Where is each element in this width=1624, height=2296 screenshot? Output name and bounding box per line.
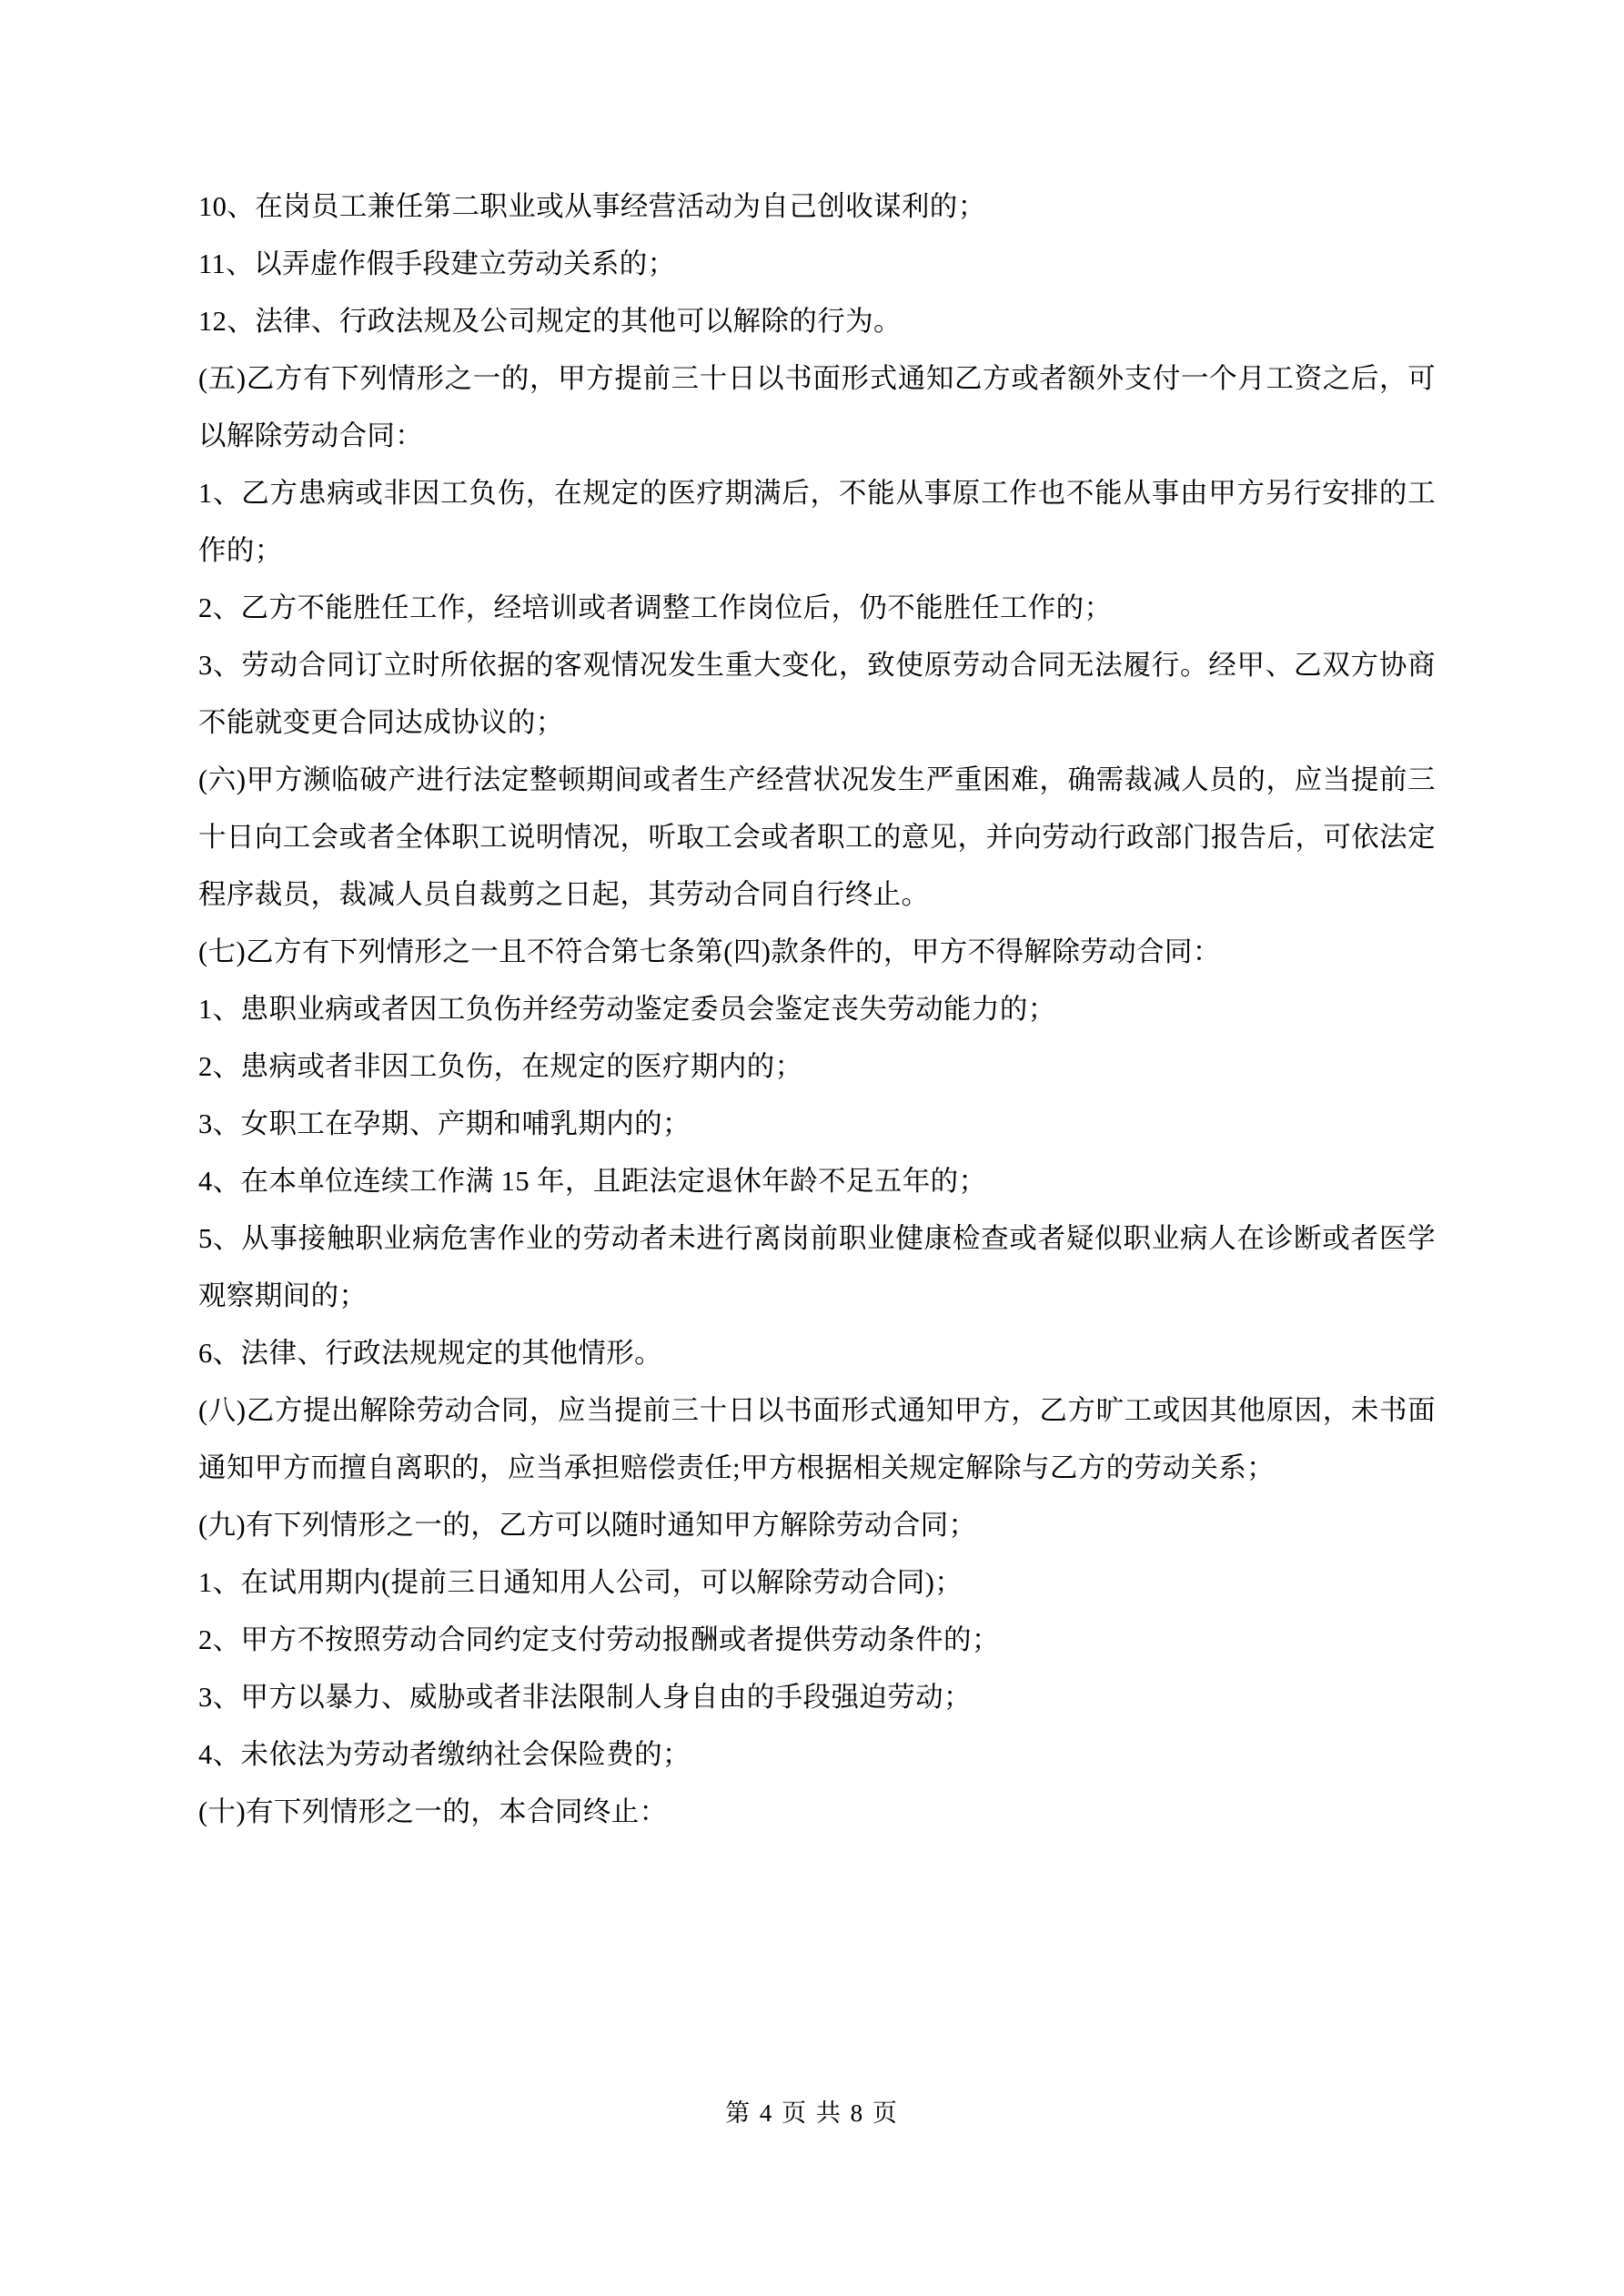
paragraph: 3、女职工在孕期、产期和哺乳期内的； xyxy=(198,1108,691,1139)
paragraph: 12、法律、行政法规及公司规定的其他可以解除的行为。 xyxy=(198,306,902,337)
paragraph: 10、在岗员工兼任第二职业或从事经营活动为自己创收谋利的； xyxy=(198,191,986,222)
paragraph: 1、乙方患病或非因工负伤，在规定的医疗期满后，不能从事原工作也不能从事由甲方另行安排的工作的； xyxy=(198,478,1436,566)
paragraph: 4、未依法为劳动者缴纳社会保险费的； xyxy=(198,1739,691,1770)
paragraph: 6、法律、行政法规规定的其他情形。 xyxy=(198,1338,663,1369)
paragraph: (九)有下列情形之一的，乙方可以随时通知甲方解除劳动合同； xyxy=(198,1510,977,1541)
paragraph: 1、在试用期内(提前三日通知用人公司，可以解除劳动合同)； xyxy=(198,1567,963,1598)
paragraph: (五)乙方有下列情形之一的，甲方提前三十日以书面形式通知乙方或者额外支付一个月工资之后，可以解除劳动合同： xyxy=(198,363,1436,451)
paragraph: (十)有下列情形之一的，本合同终止： xyxy=(198,1796,668,1827)
page-footer: 第 4 页 共 8 页 xyxy=(725,2099,899,2127)
paragraph: (七)乙方有下列情形之一且不符合第七条第(四)款条件的，甲方不得解除劳动合同： xyxy=(198,936,1221,967)
paragraph: 5、从事接触职业病危害作业的劳动者未进行离岗前职业健康检查或者疑似职业病人在诊断或者医学观察期间的； xyxy=(198,1223,1436,1311)
paragraph: 4、在本单位连续工作满 15 年，且距法定退休年龄不足五年的； xyxy=(198,1166,987,1197)
paragraph: 2、患病或者非因工负伤，在规定的医疗期内的； xyxy=(198,1051,803,1082)
paragraph: 3、甲方以暴力、威胁或者非法限制人身自由的手段强迫劳动； xyxy=(198,1682,972,1713)
paragraph: (八)乙方提出解除劳动合同，应当提前三十日以书面形式通知甲方，乙方旷工或因其他原因，未书面通知甲方而擅自离职的，应当承担赔偿责任;甲方根据相关规定解除与乙方的劳动关系； xyxy=(198,1395,1436,1483)
paragraph: 3、劳动合同订立时所依据的客观情况发生重大变化，致使原劳动合同无法履行。经甲、乙双方协商不能就变更合同达成协议的； xyxy=(198,650,1436,738)
paragraph: (六)甲方濒临破产进行法定整顿期间或者生产经营状况发生严重困难，确需裁减人员的，应当提前三十日向工会或者全体职工说明情况，听取工会或者职工的意见，并向劳动行政部门报告后，可依法定程序裁员，裁减人员自裁剪之日起，其劳动合同自行终止。 xyxy=(198,764,1436,910)
paragraph: 2、乙方不能胜任工作，经培训或者调整工作岗位后，仍不能胜任工作的； xyxy=(198,592,1113,623)
paragraph: 2、甲方不按照劳动合同约定支付劳动报酬或者提供劳动条件的； xyxy=(198,1624,1000,1655)
paragraph: 11、以弄虚作假手段建立劳动关系的； xyxy=(198,248,676,279)
paragraph: 1、患职业病或者因工负伤并经劳动鉴定委员会鉴定丧失劳动能力的； xyxy=(198,994,1056,1025)
document-body xyxy=(198,178,1436,1841)
